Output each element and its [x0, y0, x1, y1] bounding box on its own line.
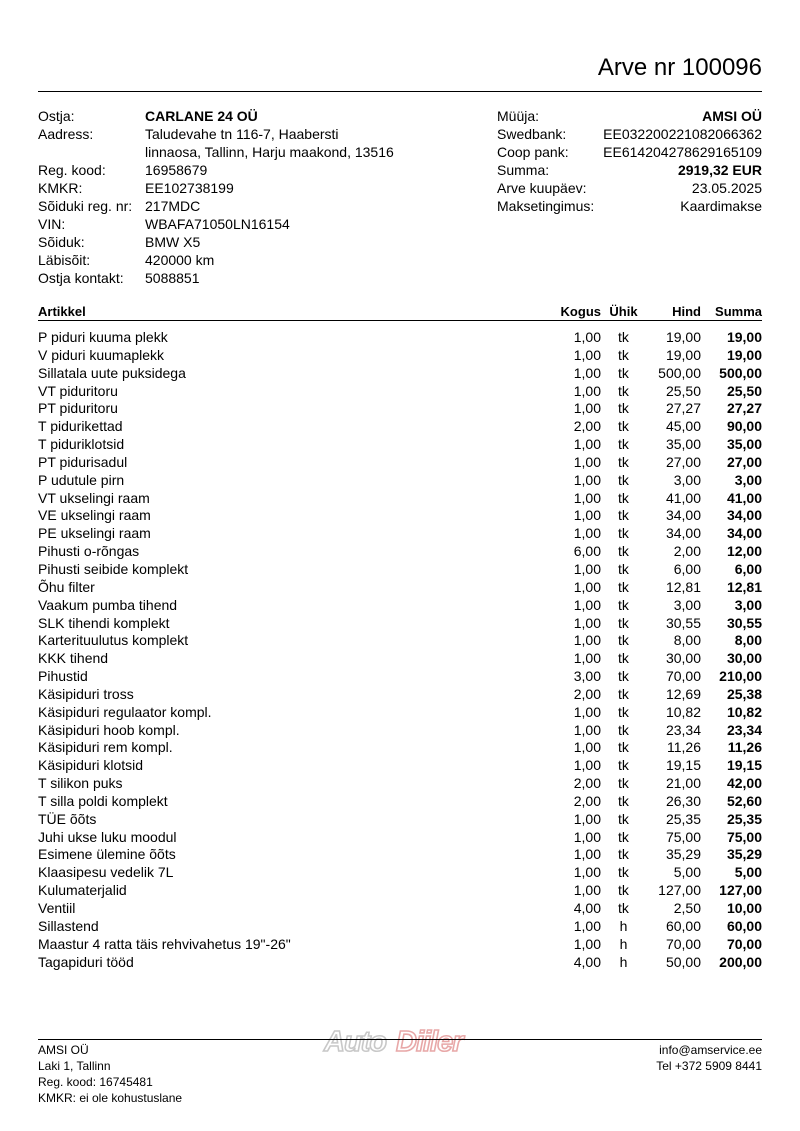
- item-price: 27,00: [665, 453, 701, 470]
- buyer-contact-label: Ostja kontakt:: [38, 270, 124, 286]
- table-row: [38, 383, 762, 401]
- footer-company: AMSI OÜ: [38, 1043, 89, 1057]
- item-name: PE ukselingi raam: [38, 525, 151, 542]
- footer-divider: [38, 1039, 762, 1040]
- item-sum: 60,00: [726, 917, 762, 934]
- table-row: [38, 632, 762, 650]
- item-unit: tk: [618, 792, 629, 809]
- item-price: 34,00: [665, 507, 701, 524]
- item-qty: 2,00: [573, 775, 601, 792]
- buyer-vin-label: VIN:: [38, 216, 66, 232]
- footer-phone: Tel +372 5909 8441: [656, 1059, 762, 1073]
- item-qty: 1,00: [573, 935, 601, 952]
- item-name: Käsipiduri hoob kompl.: [38, 721, 180, 738]
- item-sum: 42,00: [726, 775, 762, 792]
- item-price: 35,00: [665, 436, 701, 453]
- table-row: [38, 668, 762, 686]
- item-price: 30,00: [665, 650, 701, 667]
- buyer-contact: 5088851: [145, 270, 200, 286]
- item-name: Käsipiduri tross: [38, 685, 134, 702]
- item-qty: 1,00: [573, 757, 601, 774]
- item-price: 70,00: [665, 935, 701, 952]
- table-row: [38, 918, 762, 936]
- item-name: Pihusti o-rõngas: [38, 543, 140, 560]
- item-unit: tk: [618, 436, 629, 453]
- item-sum: 27,27: [726, 400, 762, 417]
- item-name: TÜE õõts: [38, 810, 97, 827]
- item-name: VE ukselingi raam: [38, 507, 151, 524]
- table-row: [38, 846, 762, 864]
- invoice-title: Arve nr 100096: [597, 54, 762, 81]
- seller-coop-label: Coop pank:: [497, 144, 569, 160]
- item-qty: 4,00: [573, 953, 601, 970]
- item-qty: 1,00: [573, 650, 601, 667]
- items-table: [38, 303, 762, 971]
- item-qty: 1,00: [573, 364, 601, 381]
- item-unit: tk: [618, 560, 629, 577]
- item-sum: 127,00: [719, 882, 762, 899]
- item-qty: 1,00: [573, 721, 601, 738]
- table-row: [38, 900, 762, 918]
- item-price: 26,30: [665, 792, 701, 809]
- item-qty: 6,00: [573, 543, 601, 560]
- table-row: [38, 793, 762, 811]
- svg-text:Auto: Auto: [324, 1026, 387, 1058]
- item-price: 34,00: [665, 525, 701, 542]
- table-row: [38, 543, 762, 561]
- item-name: Käsipiduri rem kompl.: [38, 739, 173, 756]
- item-name: PT pidurisadul: [38, 453, 128, 470]
- seller-block: [497, 107, 762, 215]
- table-row: [38, 936, 762, 954]
- table-row: [38, 811, 762, 829]
- item-qty: 1,00: [573, 917, 601, 934]
- table-row: [38, 454, 762, 472]
- buyer-address-line1: Taludevahe tn 116-7, Haabersti: [145, 126, 339, 142]
- table-row: [38, 579, 762, 597]
- item-price: 27,27: [665, 400, 701, 417]
- item-sum: 3,00: [734, 471, 762, 488]
- item-sum: 8,00: [734, 632, 762, 649]
- item-name: T piduriklotsid: [38, 436, 125, 453]
- seller-terms-label: Maksetingimus:: [497, 198, 595, 214]
- table-row: [38, 347, 762, 365]
- item-sum: 35,00: [726, 436, 762, 453]
- footer-email[interactable]: info@amservice.ee: [659, 1043, 762, 1057]
- item-unit: tk: [618, 596, 629, 613]
- item-unit: tk: [618, 614, 629, 631]
- item-name: V piduri kuumaplekk: [38, 346, 165, 363]
- item-name: Pihusti seibide komplekt: [38, 560, 189, 577]
- item-unit: tk: [618, 810, 629, 827]
- item-qty: 3,00: [573, 668, 601, 685]
- item-qty: 1,00: [573, 846, 601, 863]
- item-price: 25,50: [665, 382, 701, 399]
- seller-total: 2919,32 EUR: [677, 162, 762, 178]
- item-sum: 90,00: [726, 418, 762, 435]
- item-name: Ventiil: [38, 900, 76, 916]
- item-sum: 30,00: [726, 650, 762, 667]
- buyer-vin: WBAFA71050LN16154: [145, 216, 290, 232]
- buyer-mileage-label: Läbisõit:: [38, 252, 91, 268]
- item-sum: 41,00: [726, 489, 762, 506]
- item-price: 60,00: [665, 917, 701, 934]
- table-row: [38, 864, 762, 882]
- item-price: 30,55: [665, 614, 701, 631]
- items-body: [38, 321, 762, 971]
- item-sum: 34,00: [726, 525, 762, 542]
- item-sum: 52,60: [726, 792, 762, 809]
- item-sum: 75,00: [726, 828, 762, 845]
- footer-address: Laki 1, Tallinn: [38, 1059, 111, 1073]
- item-unit: tk: [618, 329, 629, 345]
- footer-contact-info: [656, 1042, 762, 1074]
- seller-swed-label: Swedbank:: [497, 126, 567, 142]
- item-price: 3,00: [673, 471, 701, 488]
- item-sum: 27,00: [726, 453, 762, 470]
- item-price: 19,00: [665, 346, 701, 363]
- buyer-block: [38, 107, 394, 287]
- item-unit: tk: [618, 525, 629, 542]
- item-unit: tk: [618, 846, 629, 863]
- item-name: Sillatala uute puksidega: [38, 364, 186, 381]
- item-price: 3,00: [673, 596, 701, 613]
- buyer-vehicle: BMW X5: [145, 234, 201, 250]
- table-row: [38, 400, 762, 418]
- table-row: [38, 686, 762, 704]
- item-sum: 6,00: [734, 560, 762, 577]
- item-sum: 25,35: [726, 810, 762, 827]
- item-name: SLK tihendi komplekt: [38, 614, 170, 631]
- item-qty: 1,00: [573, 471, 601, 488]
- table-row: [38, 882, 762, 900]
- item-unit: tk: [618, 882, 629, 899]
- item-sum: 25,38: [726, 685, 762, 702]
- item-sum: 12,81: [726, 578, 762, 595]
- footer-vat: KMKR: ei ole kohustuslane: [38, 1091, 183, 1105]
- item-qty: 1,00: [573, 739, 601, 756]
- item-price: 5,00: [673, 864, 701, 881]
- item-price: 11,26: [667, 739, 701, 756]
- item-unit: tk: [618, 775, 629, 792]
- header-unit: Ühik: [609, 304, 638, 319]
- table-row: [38, 722, 762, 740]
- buyer-plate: 217MDC: [145, 198, 201, 214]
- item-qty: 1,00: [573, 864, 601, 881]
- table-row: [38, 829, 762, 847]
- item-sum: 35,29: [726, 846, 762, 863]
- item-name: Õhu filter: [38, 578, 95, 595]
- table-row: [38, 365, 762, 383]
- item-name: VT ukselingi raam: [38, 489, 150, 506]
- item-name: Karterituulutus komplekt: [38, 632, 189, 649]
- item-name: Pihustid: [38, 668, 88, 685]
- footer-company-info: [38, 1042, 182, 1106]
- item-unit: tk: [618, 828, 629, 845]
- seller-swed: EE032200221082066362: [603, 126, 762, 142]
- item-unit: h: [619, 917, 628, 934]
- item-price: 500,00: [658, 364, 701, 381]
- item-qty: 1,00: [573, 828, 601, 845]
- item-unit: tk: [618, 507, 629, 524]
- item-unit: tk: [618, 578, 629, 595]
- item-qty: 1,00: [573, 810, 601, 827]
- header-qty: Kogus: [560, 304, 601, 319]
- item-price: 50,00: [665, 953, 701, 970]
- table-row: [38, 507, 762, 525]
- table-row: [38, 757, 762, 775]
- buyer-vat: EE102738199: [145, 180, 234, 196]
- buyer-vat-label: KMKR:: [38, 180, 83, 196]
- item-qty: 1,00: [573, 578, 601, 595]
- item-sum: 19,00: [726, 329, 762, 345]
- item-name: Juhi ukse luku moodul: [38, 828, 177, 845]
- item-name: T silla poldi komplekt: [38, 792, 168, 809]
- buyer-address-line2: linnaosa, Tallinn, Harju maakond, 13516: [145, 144, 394, 160]
- item-name: P piduri kuuma plekk: [38, 329, 168, 345]
- item-qty: 1,00: [573, 346, 601, 363]
- buyer-regcode: 16958679: [145, 162, 208, 178]
- item-price: 127,00: [658, 882, 701, 899]
- item-price: 23,34: [665, 721, 701, 738]
- item-name: Kulumaterjalid: [38, 882, 127, 899]
- item-price: 41,00: [665, 489, 701, 506]
- buyer-plate-label: Sõiduki reg. nr:: [38, 198, 133, 214]
- item-qty: 1,00: [573, 400, 601, 417]
- item-name: Esimene ülemine õõts: [38, 846, 176, 863]
- item-qty: 1,00: [573, 632, 601, 649]
- item-name: VT piduritoru: [38, 382, 118, 399]
- table-row: [38, 704, 762, 722]
- item-unit: tk: [618, 489, 629, 506]
- table-row: [38, 597, 762, 615]
- item-sum: 19,00: [726, 346, 762, 363]
- item-unit: tk: [618, 668, 629, 685]
- item-qty: 2,00: [573, 418, 601, 435]
- buyer-name: CARLANE 24 OÜ: [145, 108, 258, 124]
- buyer-address-label: Aadress:: [38, 126, 94, 142]
- item-unit: tk: [618, 471, 629, 488]
- item-unit: tk: [618, 685, 629, 702]
- item-name: Käsipiduri regulaator kompl.: [38, 703, 212, 720]
- item-qty: 1,00: [573, 382, 601, 399]
- item-sum: 5,00: [734, 864, 762, 881]
- item-unit: tk: [618, 864, 629, 881]
- item-price: 25,35: [665, 810, 701, 827]
- item-price: 2,00: [673, 543, 701, 560]
- item-sum: 19,15: [726, 757, 762, 774]
- item-qty: 1,00: [573, 882, 601, 899]
- item-price: 19,15: [665, 757, 701, 774]
- item-sum: 3,00: [734, 596, 762, 613]
- svg-text:Diiler: Diiler: [396, 1026, 463, 1058]
- item-unit: tk: [618, 703, 629, 720]
- seller-coop: EE614204278629165109: [603, 144, 762, 160]
- item-price: 21,00: [665, 775, 701, 792]
- table-row: [38, 472, 762, 490]
- table-row: [38, 650, 762, 668]
- item-sum: 200,00: [719, 953, 762, 970]
- item-unit: tk: [618, 382, 629, 399]
- item-unit: h: [619, 953, 628, 970]
- item-unit: tk: [618, 418, 629, 435]
- item-unit: h: [619, 935, 628, 952]
- item-price: 19,00: [665, 329, 701, 345]
- table-row: [38, 525, 762, 543]
- item-price: 70,00: [665, 668, 701, 685]
- item-qty: 1,00: [573, 453, 601, 470]
- item-name: Tagapiduri tööd: [38, 953, 134, 970]
- item-unit: tk: [618, 632, 629, 649]
- item-qty: 1,00: [573, 560, 601, 577]
- item-qty: 1,00: [573, 525, 601, 542]
- item-sum: 210,00: [719, 668, 762, 685]
- item-unit: tk: [618, 650, 629, 667]
- item-name: Maastur 4 ratta täis rehvivahetus 19"-26": [38, 935, 291, 952]
- item-sum: 500,00: [719, 364, 762, 381]
- seller-date: 23.05.2025: [691, 180, 762, 196]
- item-qty: 1,00: [573, 489, 601, 506]
- item-sum: 30,55: [726, 614, 762, 631]
- seller-terms: Kaardimakse: [680, 198, 762, 214]
- item-qty: 1,00: [573, 507, 601, 524]
- seller-name-label: Müüja:: [497, 108, 540, 124]
- item-sum: 10,82: [726, 703, 762, 720]
- item-sum: 11,26: [727, 739, 762, 756]
- header-article: Artikkel: [38, 304, 86, 319]
- item-qty: 1,00: [573, 614, 601, 631]
- autodiiler-logo: [322, 1024, 482, 1063]
- item-name: T pidurikettad: [38, 418, 123, 435]
- item-sum: 25,50: [726, 382, 762, 399]
- item-price: 35,29: [665, 846, 701, 863]
- buyer-regcode-label: Reg. kood:: [38, 162, 106, 178]
- item-price: 12,81: [665, 578, 701, 595]
- seller-date-label: Arve kuupäev:: [497, 180, 587, 196]
- table-row: [38, 418, 762, 436]
- item-sum: 12,00: [726, 543, 762, 560]
- items-header: [38, 303, 762, 321]
- table-row: [38, 739, 762, 757]
- item-sum: 10,00: [726, 900, 762, 916]
- item-sum: 23,34: [726, 721, 762, 738]
- seller-name: AMSI OÜ: [702, 108, 762, 124]
- item-unit: tk: [618, 757, 629, 774]
- table-row: [38, 775, 762, 793]
- item-price: 6,00: [673, 560, 701, 577]
- item-qty: 1,00: [573, 436, 601, 453]
- item-qty: 2,00: [573, 792, 601, 809]
- item-sum: 34,00: [726, 507, 762, 524]
- item-unit: tk: [618, 346, 629, 363]
- item-name: Sillastend: [38, 917, 99, 934]
- item-price: 2,50: [673, 900, 701, 916]
- buyer-vehicle-label: Sõiduk:: [38, 234, 85, 250]
- item-sum: 70,00: [726, 935, 762, 952]
- item-price: 75,00: [665, 828, 701, 845]
- table-row: [38, 561, 762, 579]
- item-name: PT piduritoru: [38, 400, 118, 417]
- item-unit: tk: [618, 543, 629, 560]
- item-price: 10,82: [665, 703, 701, 720]
- item-price: 45,00: [665, 418, 701, 435]
- header-divider: [38, 91, 762, 92]
- header-price: Hind: [672, 304, 701, 319]
- item-unit: tk: [618, 900, 629, 916]
- header-sum: Summa: [715, 304, 762, 319]
- buyer-mileage: 420000 km: [145, 252, 215, 268]
- item-name: Klaasipesu vedelik 7L: [38, 864, 174, 881]
- item-unit: tk: [618, 364, 629, 381]
- item-price: 12,69: [665, 685, 701, 702]
- item-qty: 4,00: [573, 900, 601, 916]
- item-name: Käsipiduri klotsid: [38, 757, 144, 774]
- item-unit: tk: [618, 453, 629, 470]
- table-row: [38, 490, 762, 508]
- item-name: Vaakum pumba tihend: [38, 596, 178, 613]
- item-name: KKK tihend: [38, 650, 109, 667]
- item-qty: 1,00: [573, 703, 601, 720]
- table-row: [38, 954, 762, 972]
- table-row: [38, 436, 762, 454]
- item-price: 8,00: [673, 632, 701, 649]
- seller-total-label: Summa:: [497, 162, 550, 178]
- item-qty: 1,00: [573, 329, 601, 345]
- table-row: [38, 329, 762, 347]
- item-name: T silikon puks: [38, 775, 123, 792]
- item-qty: 2,00: [573, 685, 601, 702]
- table-row: [38, 615, 762, 633]
- item-unit: tk: [618, 400, 629, 417]
- item-unit: tk: [618, 739, 629, 756]
- buyer-name-label: Ostja:: [38, 108, 75, 124]
- item-unit: tk: [618, 721, 629, 738]
- item-qty: 1,00: [573, 596, 601, 613]
- item-name: P udutule pirn: [38, 471, 125, 488]
- footer-regcode: Reg. kood: 16745481: [38, 1075, 153, 1089]
